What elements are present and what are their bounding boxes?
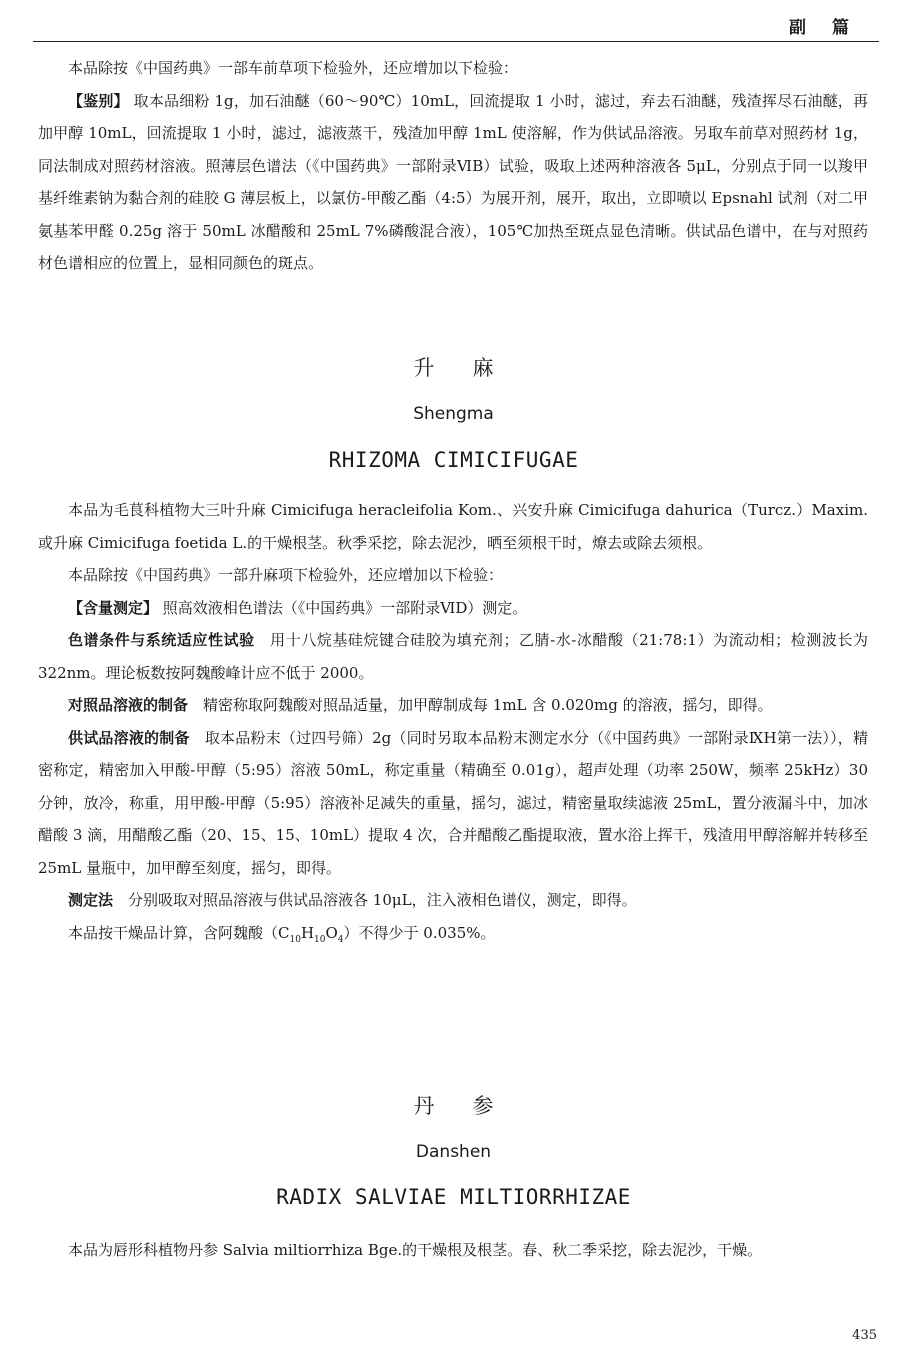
chromatographic-conditions-label: 色谱条件与系统适应性试验 (68, 631, 255, 649)
paragraph-identification (38, 85, 868, 280)
page-number: 435 (852, 1328, 877, 1343)
test-solution-label: 供试品溶液的制备 (68, 728, 190, 747)
shengma-description: 本品为毛茛科植物大三叶升麻 Cimicifuga heracleifolia Kom.、兴安升麻 Cimicifuga dahurica（Turcz.）Maxim.或升麻 Cimicifuga foetida L.的干燥根茎。秋季采挖，除去泥沙，晒至须根干时，燎去或除去须根。 (38, 501, 868, 552)
danshen-description: 本品为唇形科植物丹参 Salvia miltiorrhiza Bge.的干燥根及根茎。春、秋二季采挖，除去泥沙，干燥。 (68, 1241, 763, 1259)
shengma-title-chinese: 升麻 (413, 356, 532, 380)
shengma-procedure (38, 884, 868, 917)
reference-solution-label: 对照品溶液的制备 (68, 696, 189, 714)
previous-monograph-continuation (38, 52, 868, 280)
shengma-title-pinyin: Shengma (413, 404, 494, 424)
shengma-assay (38, 592, 868, 625)
identification-text: 取本品细粉 1g，加石油醚（60～90℃）10mL，回流提取 1 小时，滤过，弃去石油醚，残渣挥尽石油醚，再加甲醇 10mL，回流提取 1 小时，滤过，滤液蒸干，残渣加甲醇 1mL 使溶解，作为供试品溶液。另取车前草对照药材 1g，同法制成对照药材溶液。照薄层色谱法（《中国药典》一部附录ⅥB）试验，吸取上述两种溶液各 5μL，分别点于同一以羧甲基纤维素钠为黏合剂的硅胶 G 薄层板上，以氯仿-甲酸乙酯（4:5）为展开剂，展开，取出，立即喷以 Epsnahl 试剂（对二甲氨基苯甲醛 0.25g 溶于 50mL 冰醋酸和 25mL 7%磷酸混合液），105℃加热至斑点显色清晰。供试品色谱中，在与对照药材色谱相应的位置上，显相同颜色的斑点。 (38, 91, 868, 272)
header-rule (33, 41, 879, 42)
assay-text: 照高效液相色谱法（《中国药典》一部附录ⅥD）测定。 (162, 598, 528, 617)
paragraph-inspection-note: 本品除按《中国药典》一部车前草项下检验外，还应增加以下检验： (68, 59, 519, 77)
running-header: 副篇 (789, 18, 875, 38)
danshen-title-chinese: 丹参 (413, 1094, 532, 1118)
procedure-label: 测定法 (68, 891, 114, 909)
shengma-monograph-body (38, 494, 868, 956)
shengma-content-limit: 本品按干燥品计算，含阿魏酸$(C_{10}H_{10}O_4)$不得少于 0.035%。 (68, 923, 496, 945)
danshen-title-latin: RADIX SALVIAE MILTIORRHIZAE (276, 1185, 631, 1209)
shengma-title-latin: RHIZOMA CIMICIFUGAE (328, 448, 579, 472)
reference-solution-text: 精密称取阿魏酸对照品适量，加甲醇制成每 1mL 含 0.020mg 的溶液，摇匀，即得。 (203, 696, 773, 714)
procedure-text: 分别吸取对照品溶液与供试品溶液各 10μL，注入液相色谱仪，测定，即得。 (128, 891, 637, 909)
danshen-monograph-body (38, 1234, 868, 1267)
assay-label: 【含量测定】 (68, 598, 159, 617)
chromatographic-conditions-text: 用十八烷基硅烷键合硅胶为填充剂；乙腈-水-冰醋酸（21:78:1）为流动相；检测波长为 322nm。理论板数按阿魏酸峰计应不低于 2000。 (38, 631, 868, 682)
test-solution-text: 取本品粉末（过四号筛）2g（同时另取本品粉末测定水分（《中国药典》一部附录ⅨH第一法）），精密称定，精密加入甲酸-甲醇（5:95）溶液 50mL，称定重量（精确至 0.01g），超声处理（功率 250W，频率 25kHz）30 分钟，放冷，称重，用甲酸-甲醇（5:95）溶液补足减失的重量，摇匀，滤过，精密量取续滤液 25mL，置分液漏斗中，加冰醋酸 3 滴，用醋酸乙酯（20、15、15、10mL）提取 4 次，合并醋酸乙酯提取液，置水浴上挥干，残渣用甲醇溶解并转移至 25mL 量瓶中，加甲醇至刻度，摇匀，即得。 (38, 728, 868, 877)
identification-label: 【鉴别】 (68, 91, 129, 110)
shengma-reference-solution (38, 689, 868, 722)
danshen-title-pinyin: Danshen (415, 1142, 492, 1162)
shengma-inspection-note: 本品除按《中国药典》一部升麻项下检验外，还应增加以下检验： (68, 566, 504, 584)
shengma-chromatographic-conditions (38, 624, 868, 689)
shengma-test-solution (38, 722, 868, 885)
